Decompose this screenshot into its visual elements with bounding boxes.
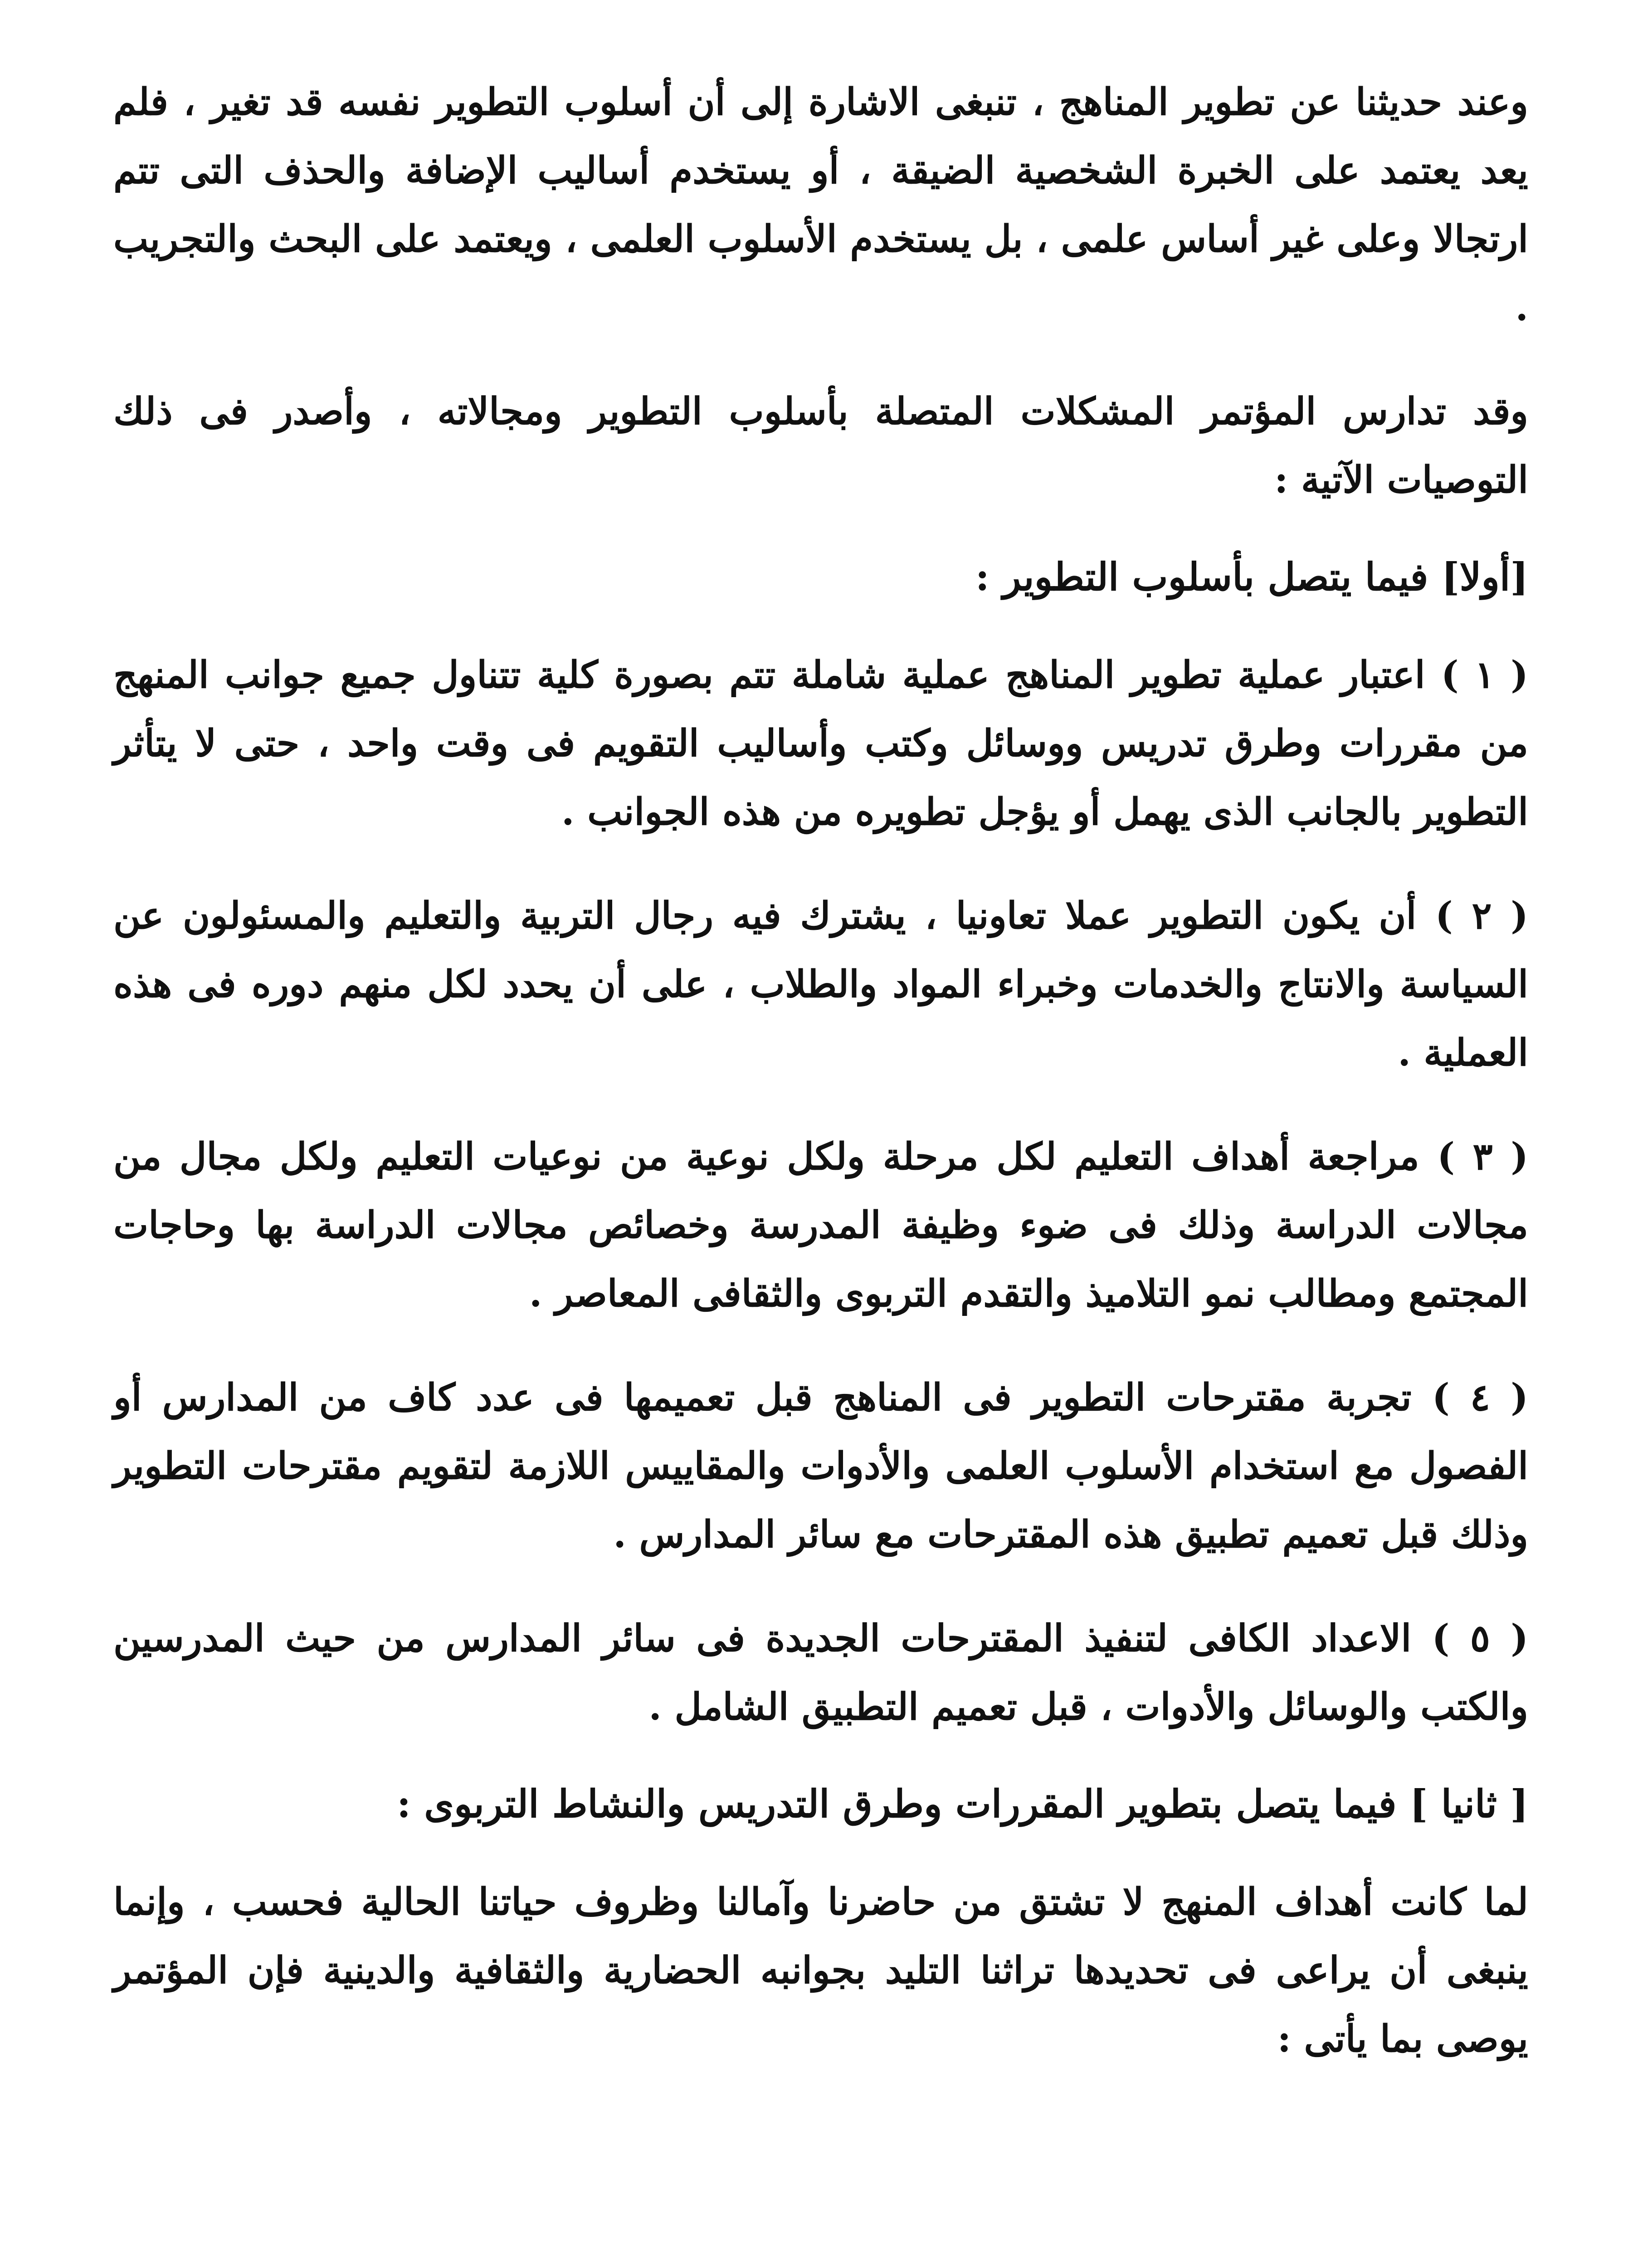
conference-paragraph: وقد تدارس المؤتمر المشكلات المتصلة بأسلوب التطوير ومجالاته ، وأصدر فى ذلك التوصيات الآتية : [113, 390, 1528, 502]
recommendation-2: ( ٢ ) أن يكون التطوير عملا تعاونيا ، يشترك فيه رجال التربية والتعليم والمسئولون عن السياسة والانتاج والخدمات وخبراء المواد والطلاب ، على أن يحدد لكل منهم دوره فى هذه العملية . [113, 894, 1528, 1075]
page-body [113, 68, 1528, 2109]
recommendation-3: ( ٣ ) مراجعة أهداف التعليم لكل مرحلة ولكل نوعية من نوعيات التعليم ولكل مجال من مجالات الدراسة وذلك فى ضوء وظيفة المدرسة وخصائص مجالات الدراسة بها وحاجات المجتمع ومطالب نمو التلاميذ والتقدم التربوى والثقافى المعاصر . [113, 1135, 1528, 1315]
recommendation-4: ( ٤ ) تجربة مقترحات التطوير فى المناهج قبل تعميمها فى عدد كاف من المدارس أو الفصول مع استخدام الأسلوب العلمى والأدوات والمقاييس اللازمة لتقويم مقترحات التطوير وذلك قبل تعميم تطبيق هذه المقترحات مع سائر المدارس . [113, 1376, 1528, 1556]
recommendation-1: ( ١ ) اعتبار عملية تطوير المناهج عملية شاملة تتم بصورة كلية تتناول جميع جوانب المنهج من مقررات وطرق تدريس ووسائل وكتب وأساليب التقويم فى وقت واحد ، حتى لا يتأثر التطوير بالجانب الذى يهمل أو يؤجل تطويره من هذه الجوانب . [113, 653, 1528, 834]
section-one-heading: [أولا] فيما يتصل بأسلوب التطوير : [975, 554, 1528, 599]
recommendation-5: ( ٥ ) الاعداد الكافى لتنفيذ المقترحات الجديدة فى سائر المدارس من حيث المدرسين والكتب والوسائل والأدوات ، قبل تعميم التطبيق الشامل . [113, 1617, 1528, 1729]
intro-paragraph: وعند حديثنا عن تطوير المناهج ، تنبغى الاشارة إلى أن أسلوب التطوير نفسه قد تغير ، فلم يعد يعتمد على الخبرة الشخصية الضيقة ، أو يستخدم أساليب الإضافة والحذف التى تتم ارتجالا وعلى غير أساس علمى ، بل يستخدم الأسلوب العلمى ، ويعتمد على البحث والتجريب . [113, 80, 1528, 329]
closing-paragraph: لما كانت أهداف المنهج لا تشتق من حاضرنا وآمالنا وظروف حياتنا الحالية فحسب ، وإنما ينبغى أن يراعى فى تحديدها تراثنا التليد بجوانبه الحضارية والثقافية والدينية فإن المؤتمر يوصى بما يأتى : [113, 1880, 1529, 2061]
section-two-heading: [ ثانيا ] فيما يتصل بتطوير المقررات وطرق التدريس والنشاط التربوى : [397, 1781, 1528, 1826]
